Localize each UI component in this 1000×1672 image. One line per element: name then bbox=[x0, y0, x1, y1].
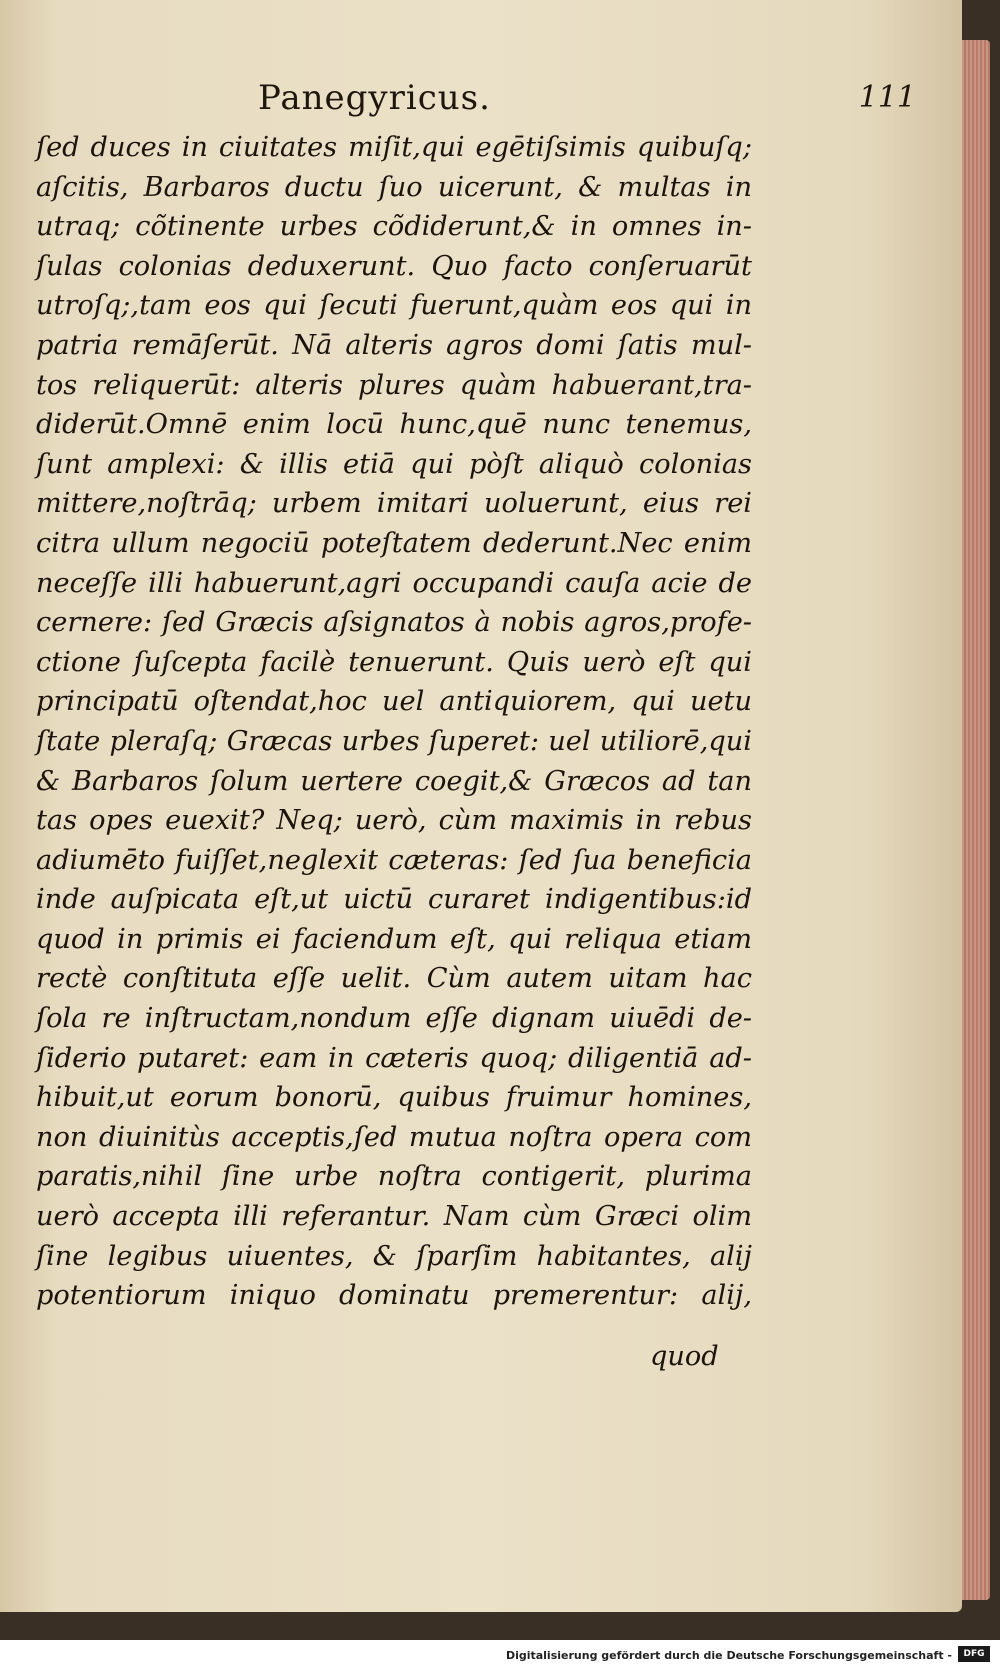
running-head: Panegyricus. bbox=[258, 78, 491, 118]
text-line: citra ullum negociū poteſtatem dederunt.Nec enim bbox=[36, 527, 752, 559]
text-line: aſcitis, Barbaros ductu ſuo uicerunt, & multas in bbox=[36, 171, 752, 203]
text-line: tos reliquerūt: alteris plures quàm habuerant,tra- bbox=[36, 369, 752, 401]
text-line: paratis,nihil ſine urbe noſtra contigerit, plurima bbox=[36, 1161, 752, 1193]
text-line: ctione ſuſcepta facilè tenuerunt. Quis uerò eſt qui bbox=[36, 646, 752, 678]
page-edges bbox=[962, 40, 990, 1600]
text-line: ſola re inſtructam,nondum eſſe dignam uiuēdi de- bbox=[36, 1003, 752, 1035]
text-line: ſiderio putaret: eam in cæteris quoq; diligentiā ad- bbox=[36, 1042, 752, 1074]
text-line: patria remāſerūt. Nā alteris agros domi ſatis mul- bbox=[36, 329, 752, 361]
text-line: ſunt amplexi: & illis etiā qui pòſt aliquò colonias bbox=[36, 448, 752, 480]
text-line: tas opes euexit? Neq; uerò, cùm maximis in rebus bbox=[36, 805, 752, 837]
text-line: diderūt.Omnē enim locū hunc,quē nunc tenemus, bbox=[36, 409, 752, 441]
text-line: utraq; cõtinente urbes cõdiderunt,& in omnes in- bbox=[36, 211, 752, 243]
text-line: ſulas colonias deduxerunt. Quo facto conſeruarūt bbox=[36, 250, 752, 282]
dfg-logo: DFG bbox=[958, 1646, 990, 1662]
text-line: uerò accepta illi referantur. Nam cùm Græci olim bbox=[36, 1201, 752, 1233]
body-text bbox=[36, 128, 752, 1316]
text-line: non diuinitùs acceptis,ſed mutua noſtra opera com bbox=[36, 1121, 752, 1153]
text-line: quod in primis ei faciendum eſt, qui reliqua etiam bbox=[36, 923, 752, 955]
text-line: mittere,noſtrāq; urbem imitari uoluerunt, eius rei bbox=[36, 488, 752, 520]
footer-bar bbox=[0, 1640, 1000, 1672]
text-line: hibuit,ut eorum bonorū, quibus fruimur homines, bbox=[36, 1082, 752, 1114]
text-line: utroſq;,tam eos qui ſecuti fuerunt,quàm eos qui in bbox=[36, 290, 752, 322]
text-line: principatū oſtendat,hoc uel antiquiorem, qui uetu bbox=[36, 686, 752, 718]
text-line: ſtate pleraſq; Græcas urbes ſuperet: uel utiliorē,qui bbox=[36, 725, 752, 757]
funding-credit: Digitalisierung gefördert durch die Deutsche Forschungsgemeinschaft - bbox=[505, 1649, 952, 1662]
text-line: inde auſpicata eſt,ut uictū curaret indigentibus:id bbox=[36, 884, 752, 916]
text-line: & Barbaros ſolum uertere coegit,& Græcos ad tan bbox=[36, 765, 752, 797]
page-header bbox=[30, 78, 916, 124]
text-line: neceſſe illi habuerunt,agri occupandi cauſa acie de bbox=[36, 567, 752, 599]
text-line: potentiorum iniquo dominatu premerentur: alij, bbox=[36, 1280, 752, 1312]
text-line: ſine legibus uiuentes, & ſparſim habitantes, alij bbox=[36, 1240, 752, 1272]
text-line: cernere: ſed Græcis aſsignatos à nobis agros,profe- bbox=[36, 607, 752, 639]
text-line: ſed duces in ciuitates miſit,qui egētiſsimis quibuſq; bbox=[36, 132, 752, 163]
text-line: rectè conſtituta eſſe uelit. Cùm autem uitam hac bbox=[36, 963, 752, 995]
catchword: quod bbox=[650, 1341, 719, 1372]
text-line: adiumēto fuiſſet,neglexit cæteras: ſed ſua beneficia bbox=[36, 844, 752, 876]
page-number: 111 bbox=[858, 80, 916, 115]
